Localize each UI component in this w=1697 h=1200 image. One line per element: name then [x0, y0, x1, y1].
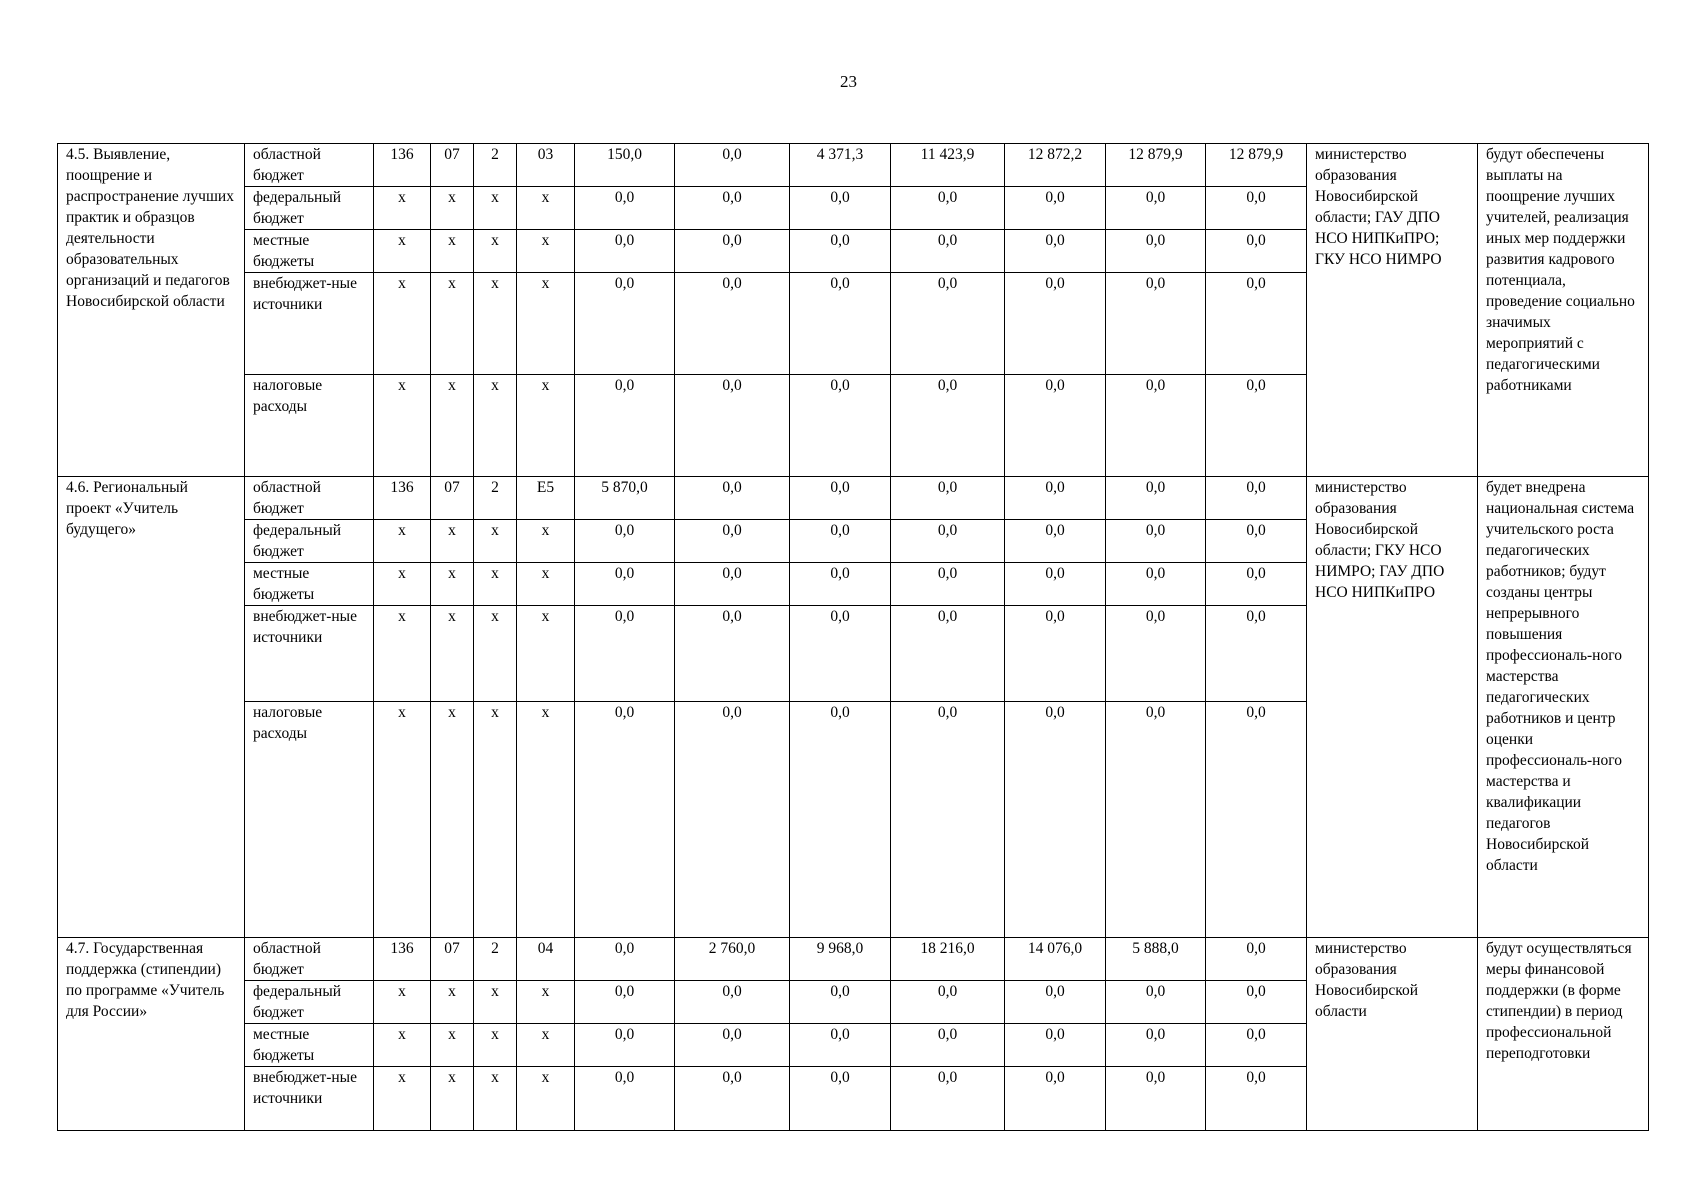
- amount-cell: 0,0: [575, 520, 675, 563]
- budget-code: 04: [517, 938, 575, 981]
- amount-cell: 0,0: [891, 520, 1005, 563]
- amount-cell: 0,0: [675, 144, 790, 187]
- amount-cell: 0,0: [675, 981, 790, 1024]
- budget-code: х: [374, 230, 431, 273]
- amount-cell: 0,0: [675, 1067, 790, 1131]
- amount-cell: 0,0: [891, 230, 1005, 273]
- amount-cell: 0,0: [891, 1067, 1005, 1131]
- funding-source: местные бюджеты: [245, 230, 374, 273]
- amount-cell: 150,0: [575, 144, 675, 187]
- budget-code: 136: [374, 477, 431, 520]
- amount-cell: 0,0: [1005, 1024, 1106, 1067]
- amount-cell: 0,0: [575, 938, 675, 981]
- budget-code: х: [517, 702, 575, 938]
- budget-code: х: [474, 375, 517, 477]
- amount-cell: 0,0: [675, 520, 790, 563]
- table-body: [58, 144, 1649, 1131]
- table-row: [58, 938, 1649, 981]
- amount-cell: 0,0: [790, 606, 891, 702]
- budget-code: х: [474, 702, 517, 938]
- budget-code: х: [431, 981, 474, 1024]
- budget-code: х: [431, 1024, 474, 1067]
- budget-code: х: [374, 563, 431, 606]
- budget-code: х: [431, 702, 474, 938]
- budget-code: х: [431, 273, 474, 375]
- budget-code: 07: [431, 477, 474, 520]
- amount-cell: 0,0: [1106, 273, 1206, 375]
- table-row: [58, 144, 1649, 187]
- amount-cell: 0,0: [1005, 606, 1106, 702]
- amount-cell: 0,0: [1206, 981, 1307, 1024]
- budget-code: х: [517, 230, 575, 273]
- funding-source: областной бюджет: [245, 144, 374, 187]
- amount-cell: 0,0: [891, 1024, 1005, 1067]
- budget-code: х: [374, 520, 431, 563]
- amount-cell: 0,0: [1206, 1067, 1307, 1131]
- funding-source: областной бюджет: [245, 477, 374, 520]
- budget-code: х: [431, 375, 474, 477]
- amount-cell: 0,0: [891, 606, 1005, 702]
- amount-cell: 0,0: [1206, 563, 1307, 606]
- amount-cell: 0,0: [1206, 1024, 1307, 1067]
- amount-cell: 0,0: [675, 273, 790, 375]
- section-title: 4.6. Региональный проект «Учитель будущего»: [58, 477, 245, 938]
- budget-code: х: [431, 187, 474, 230]
- budget-code: 07: [431, 144, 474, 187]
- amount-cell: 0,0: [575, 187, 675, 230]
- amount-cell: 0,0: [1005, 702, 1106, 938]
- budget-code: х: [431, 230, 474, 273]
- amount-cell: 0,0: [790, 187, 891, 230]
- amount-cell: 0,0: [790, 1067, 891, 1131]
- amount-cell: 0,0: [1005, 230, 1106, 273]
- amount-cell: 0,0: [575, 1067, 675, 1131]
- amount-cell: 0,0: [1206, 606, 1307, 702]
- budget-code: 03: [517, 144, 575, 187]
- amount-cell: 0,0: [575, 230, 675, 273]
- amount-cell: 0,0: [675, 702, 790, 938]
- budget-code: 2: [474, 477, 517, 520]
- amount-cell: 0,0: [1005, 1067, 1106, 1131]
- budget-code: х: [517, 606, 575, 702]
- section-title: 4.5. Выявление, поощрение и распространение лучших практик и образцов деятельности образовательных организаций и педагогов Новосибирской области: [58, 144, 245, 477]
- expected-result: будут обеспечены выплаты на поощрение лучших учителей, реализация иных мер поддержки развития кадрового потенциала, проведение социально значимых мероприятий с педагогическими работниками: [1478, 144, 1649, 477]
- budget-code: х: [431, 1067, 474, 1131]
- amount-cell: 0,0: [1206, 230, 1307, 273]
- amount-cell: 0,0: [1005, 187, 1106, 230]
- funding-source: местные бюджеты: [245, 1024, 374, 1067]
- amount-cell: 0,0: [1206, 477, 1307, 520]
- funding-source: внебюджет-ные источники: [245, 606, 374, 702]
- amount-cell: 0,0: [1106, 563, 1206, 606]
- amount-cell: 0,0: [790, 273, 891, 375]
- amount-cell: 0,0: [575, 273, 675, 375]
- amount-cell: 0,0: [1106, 375, 1206, 477]
- amount-cell: 0,0: [1106, 1024, 1206, 1067]
- table-row: [58, 477, 1649, 520]
- amount-cell: 0,0: [675, 563, 790, 606]
- budget-code: х: [374, 187, 431, 230]
- budget-code: х: [474, 520, 517, 563]
- budget-code: х: [474, 230, 517, 273]
- amount-cell: 0,0: [1106, 477, 1206, 520]
- amount-cell: 0,0: [675, 230, 790, 273]
- amount-cell: 0,0: [891, 477, 1005, 520]
- amount-cell: 0,0: [1106, 230, 1206, 273]
- amount-cell: 0,0: [891, 375, 1005, 477]
- amount-cell: 12 872,2: [1005, 144, 1106, 187]
- budget-code: Е5: [517, 477, 575, 520]
- amount-cell: 0,0: [790, 981, 891, 1024]
- amount-cell: 0,0: [790, 477, 891, 520]
- expected-result: будут осуществляться меры финансовой поддержки (в форме стипендии) в период профессиональной переподготовки: [1478, 938, 1649, 1131]
- amount-cell: 0,0: [790, 375, 891, 477]
- amount-cell: 0,0: [891, 273, 1005, 375]
- budget-code: х: [474, 563, 517, 606]
- amount-cell: 0,0: [891, 702, 1005, 938]
- amount-cell: 0,0: [1005, 563, 1106, 606]
- amount-cell: 0,0: [675, 477, 790, 520]
- budget-code: х: [474, 606, 517, 702]
- budget-code: х: [517, 1024, 575, 1067]
- amount-cell: 0,0: [575, 606, 675, 702]
- amount-cell: 9 968,0: [790, 938, 891, 981]
- amount-cell: 0,0: [1206, 702, 1307, 938]
- amount-cell: 0,0: [1206, 520, 1307, 563]
- budget-code: х: [431, 606, 474, 702]
- amount-cell: 18 216,0: [891, 938, 1005, 981]
- budget-code: х: [431, 520, 474, 563]
- budget-code: х: [517, 981, 575, 1024]
- budget-code: х: [517, 563, 575, 606]
- amount-cell: 0,0: [575, 702, 675, 938]
- amount-cell: 0,0: [675, 375, 790, 477]
- amount-cell: 0,0: [790, 520, 891, 563]
- amount-cell: 11 423,9: [891, 144, 1005, 187]
- budget-code: х: [474, 1067, 517, 1131]
- budget-code: х: [517, 375, 575, 477]
- amount-cell: 0,0: [575, 375, 675, 477]
- amount-cell: 0,0: [1106, 606, 1206, 702]
- amount-cell: 0,0: [1005, 477, 1106, 520]
- budget-code: х: [374, 606, 431, 702]
- amount-cell: 0,0: [1206, 938, 1307, 981]
- amount-cell: 0,0: [1005, 981, 1106, 1024]
- program-table: [57, 143, 1649, 1131]
- budget-code: х: [474, 1024, 517, 1067]
- amount-cell: 0,0: [1106, 187, 1206, 230]
- budget-code: х: [474, 187, 517, 230]
- amount-cell: 0,0: [1106, 702, 1206, 938]
- amount-cell: 12 879,9: [1206, 144, 1307, 187]
- budget-code: х: [517, 1067, 575, 1131]
- funding-source: федеральный бюджет: [245, 187, 374, 230]
- amount-cell: 5 888,0: [1106, 938, 1206, 981]
- budget-code: х: [474, 273, 517, 375]
- funding-source: внебюджет-ные источники: [245, 273, 374, 375]
- budget-code: х: [474, 981, 517, 1024]
- budget-code: х: [517, 520, 575, 563]
- amount-cell: 5 870,0: [575, 477, 675, 520]
- budget-code: х: [517, 273, 575, 375]
- budget-code: х: [431, 563, 474, 606]
- budget-code: 136: [374, 144, 431, 187]
- budget-code: 2: [474, 938, 517, 981]
- amount-cell: 0,0: [575, 563, 675, 606]
- amount-cell: 0,0: [675, 187, 790, 230]
- page-number: 23: [840, 72, 857, 91]
- amount-cell: 0,0: [1206, 187, 1307, 230]
- amount-cell: 0,0: [1005, 520, 1106, 563]
- budget-code: х: [374, 375, 431, 477]
- budget-code: х: [374, 1067, 431, 1131]
- budget-code: х: [374, 1024, 431, 1067]
- amount-cell: 14 076,0: [1005, 938, 1106, 981]
- amount-cell: 0,0: [575, 981, 675, 1024]
- amount-cell: 0,0: [891, 563, 1005, 606]
- amount-cell: 0,0: [575, 1024, 675, 1067]
- amount-cell: 0,0: [1106, 981, 1206, 1024]
- amount-cell: 0,0: [790, 1024, 891, 1067]
- funding-source: федеральный бюджет: [245, 981, 374, 1024]
- amount-cell: 0,0: [1206, 375, 1307, 477]
- amount-cell: 0,0: [1106, 1067, 1206, 1131]
- amount-cell: 0,0: [1106, 520, 1206, 563]
- amount-cell: 0,0: [790, 702, 891, 938]
- executor: министерство образования Новосибирской области; ГКУ НСО НИМРО; ГАУ ДПО НСО НИПКиПРО: [1307, 477, 1478, 938]
- amount-cell: 0,0: [1206, 273, 1307, 375]
- amount-cell: 0,0: [1005, 375, 1106, 477]
- budget-code: х: [374, 981, 431, 1024]
- budget-code: 2: [474, 144, 517, 187]
- funding-source: федеральный бюджет: [245, 520, 374, 563]
- amount-cell: 12 879,9: [1106, 144, 1206, 187]
- amount-cell: 2 760,0: [675, 938, 790, 981]
- amount-cell: 0,0: [1005, 273, 1106, 375]
- amount-cell: 0,0: [790, 563, 891, 606]
- amount-cell: 4 371,3: [790, 144, 891, 187]
- executor: министерство образования Новосибирской области; ГАУ ДПО НСО НИПКиПРО; ГКУ НСО НИМРО: [1307, 144, 1478, 477]
- budget-code: 136: [374, 938, 431, 981]
- amount-cell: 0,0: [891, 981, 1005, 1024]
- amount-cell: 0,0: [675, 606, 790, 702]
- amount-cell: 0,0: [790, 230, 891, 273]
- executor: министерство образования Новосибирской области: [1307, 938, 1478, 1131]
- funding-source: налоговые расходы: [245, 375, 374, 477]
- budget-code: х: [374, 702, 431, 938]
- funding-source: внебюджет-ные источники: [245, 1067, 374, 1131]
- expected-result: будет внедрена национальная система учительского роста педагогических работников; будут созданы центры непрерывного повышения профессиональ-ного мастерства педагогических работников и центр оценки профессиональ-ного мастерства и квалификации педагогов Новосибирской области: [1478, 477, 1649, 938]
- amount-cell: 0,0: [675, 1024, 790, 1067]
- funding-source: налоговые расходы: [245, 702, 374, 938]
- budget-code: х: [517, 187, 575, 230]
- budget-code: х: [374, 273, 431, 375]
- funding-source: местные бюджеты: [245, 563, 374, 606]
- budget-code: 07: [431, 938, 474, 981]
- funding-source: областной бюджет: [245, 938, 374, 981]
- section-title: 4.7. Государственная поддержка (стипендии) по программе «Учитель для России»: [58, 938, 245, 1131]
- amount-cell: 0,0: [891, 187, 1005, 230]
